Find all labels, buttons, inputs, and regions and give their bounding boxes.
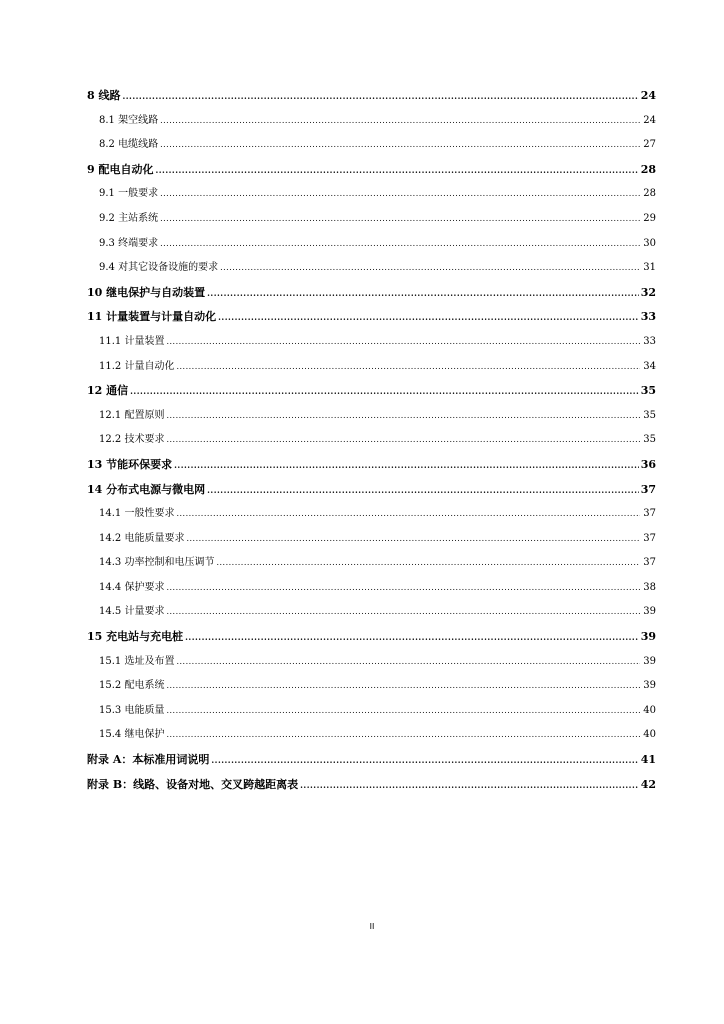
toc-entry-page: 32: [640, 285, 656, 299]
toc-entry-title: 11 计量装置与计量自动化: [87, 310, 217, 324]
toc-entry-title: 11.1 计量装置: [99, 335, 165, 347]
toc-leader-dots: [166, 699, 640, 724]
toc-entry[interactable]: [87, 182, 656, 207]
toc-entry-page: 35: [640, 384, 656, 398]
toc-leader-dots: [176, 650, 640, 675]
toc-leader-dots: [166, 600, 640, 625]
toc-entry[interactable]: [87, 773, 656, 798]
toc-entry[interactable]: [87, 723, 656, 748]
toc-entry[interactable]: [87, 600, 656, 625]
toc-entry-title: 14.3 功率控制和电压调节: [99, 557, 215, 569]
toc-entry-title: 14 分布式电源与微电网: [87, 482, 206, 496]
toc-entry-page: 38: [643, 581, 656, 593]
toc-leader-dots: [166, 674, 640, 699]
toc-entry-title: 8 线路: [87, 89, 121, 102]
toc-entry[interactable]: [87, 699, 656, 724]
toc-entry-page: 40: [643, 704, 656, 716]
toc-leader-dots: [155, 158, 638, 183]
toc-entry[interactable]: [87, 428, 656, 453]
page-number: II: [369, 922, 375, 931]
toc-leader-dots: [160, 232, 640, 257]
toc-entry-title: 9.3 终端要求: [99, 237, 159, 249]
toc-entry-page: 24: [643, 114, 656, 126]
toc-entry[interactable]: [87, 379, 656, 404]
toc-leader-dots: [174, 453, 639, 478]
toc-leader-dots: [176, 502, 640, 527]
toc-entry-page: 36: [640, 457, 656, 471]
toc-entry-page: 27: [643, 139, 656, 151]
toc-entry[interactable]: [87, 478, 656, 503]
toc-entry-page: 37: [643, 508, 656, 520]
toc-entry-title: 附录 A：本标准用词说明: [87, 753, 210, 767]
toc-entry-title: 14.5 计量要求: [99, 606, 165, 618]
toc-entry-page: 35: [643, 434, 656, 446]
toc-entry[interactable]: [87, 674, 656, 699]
table-of-contents: [87, 84, 656, 797]
toc-entry-page: 33: [640, 310, 656, 324]
toc-leader-dots: [186, 527, 640, 552]
toc-entry-page: 28: [643, 188, 656, 200]
toc-entry[interactable]: [87, 748, 656, 773]
toc-entry-title: 12.2 技术要求: [99, 434, 165, 446]
toc-entry-page: 39: [643, 680, 656, 692]
toc-leader-dots: [122, 84, 638, 109]
toc-entry[interactable]: [87, 453, 656, 478]
toc-entry[interactable]: [87, 158, 656, 183]
toc-entry[interactable]: [87, 551, 656, 576]
toc-entry-title: 15.1 选址及布置: [99, 655, 175, 667]
toc-leader-dots: [166, 723, 640, 748]
toc-entry-page: 37: [640, 482, 656, 496]
toc-entry[interactable]: [87, 109, 656, 134]
toc-entry-page: 39: [643, 655, 656, 667]
toc-leader-dots: [216, 551, 640, 576]
toc-entry-page: 42: [640, 777, 656, 791]
toc-leader-dots: [160, 182, 640, 207]
toc-entry[interactable]: [87, 576, 656, 601]
toc-entry-title: 15.3 电能质量: [99, 704, 165, 716]
toc-leader-dots: [166, 330, 640, 355]
toc-entry-title: 15.4 继电保护: [99, 729, 165, 741]
toc-entry[interactable]: [87, 207, 656, 232]
toc-entry-title: 8.2 电缆线路: [99, 139, 159, 151]
toc-entry-title: 8.1 架空线路: [99, 114, 159, 126]
toc-leader-dots: [185, 625, 639, 650]
toc-entry-page: 39: [643, 606, 656, 618]
toc-entry-title: 10 继电保护与自动装置: [87, 285, 206, 299]
toc-leader-dots: [160, 207, 640, 232]
toc-entry-page: 31: [643, 262, 656, 274]
toc-leader-dots: [207, 478, 639, 503]
toc-entry-title: 14.2 电能质量要求: [99, 532, 185, 544]
toc-leader-dots: [218, 305, 639, 330]
toc-entry-title: 15 充电站与充电桩: [87, 630, 184, 644]
toc-entry-title: 12.1 配置原则: [99, 409, 165, 421]
toc-leader-dots: [211, 748, 638, 773]
toc-entry[interactable]: [87, 527, 656, 552]
toc-leader-dots: [166, 404, 640, 429]
toc-entry[interactable]: [87, 133, 656, 158]
toc-entry-page: 34: [643, 360, 656, 372]
toc-entry[interactable]: [87, 305, 656, 330]
toc-entry[interactable]: [87, 281, 656, 306]
toc-entry-title: 9.1 一般要求: [99, 188, 159, 200]
toc-leader-dots: [176, 355, 640, 380]
toc-leader-dots: [160, 133, 640, 158]
toc-entry-title: 9 配电自动化: [87, 162, 154, 176]
toc-entry-page: 28: [640, 162, 656, 176]
toc-entry[interactable]: [87, 502, 656, 527]
toc-entry[interactable]: [87, 404, 656, 429]
toc-entry[interactable]: [87, 650, 656, 675]
toc-entry-page: 37: [643, 557, 656, 569]
toc-entry-title: 14.1 一般性要求: [99, 508, 175, 520]
toc-leader-dots: [166, 576, 640, 601]
toc-entry-page: 41: [640, 753, 656, 767]
toc-entry-title: 9.4 对其它设备设施的要求: [99, 262, 219, 274]
toc-entry[interactable]: [87, 355, 656, 380]
toc-leader-dots: [207, 281, 639, 306]
toc-entry[interactable]: [87, 625, 656, 650]
toc-leader-dots: [300, 773, 639, 798]
toc-entry-title: 附录 B：线路、设备对地、交叉跨越距离表: [87, 777, 299, 791]
toc-leader-dots: [130, 379, 639, 404]
toc-leader-dots: [166, 428, 640, 453]
toc-entry-page: 24: [640, 89, 656, 102]
toc-entry-page: 39: [640, 630, 656, 644]
toc-entry[interactable]: [87, 232, 656, 257]
toc-entry-page: 40: [643, 729, 656, 741]
toc-entry-title: 15.2 配电系统: [99, 680, 165, 692]
toc-entry-page: 33: [643, 335, 656, 347]
toc-entry[interactable]: [87, 256, 656, 281]
toc-entry[interactable]: [87, 84, 656, 109]
toc-leader-dots: [220, 256, 640, 281]
toc-entry-page: 30: [643, 237, 656, 249]
toc-entry-page: 37: [643, 532, 656, 544]
toc-entry-title: 12 通信: [87, 384, 129, 398]
toc-entry-title: 11.2 计量自动化: [99, 360, 175, 372]
toc-entry-title: 14.4 保护要求: [99, 581, 165, 593]
toc-leader-dots: [160, 109, 640, 134]
toc-entry-title: 9.2 主站系统: [99, 212, 159, 224]
toc-entry[interactable]: [87, 330, 656, 355]
toc-entry-page: 29: [643, 212, 656, 224]
toc-entry-title: 13 节能环保要求: [87, 457, 173, 471]
toc-entry-page: 35: [643, 409, 656, 421]
